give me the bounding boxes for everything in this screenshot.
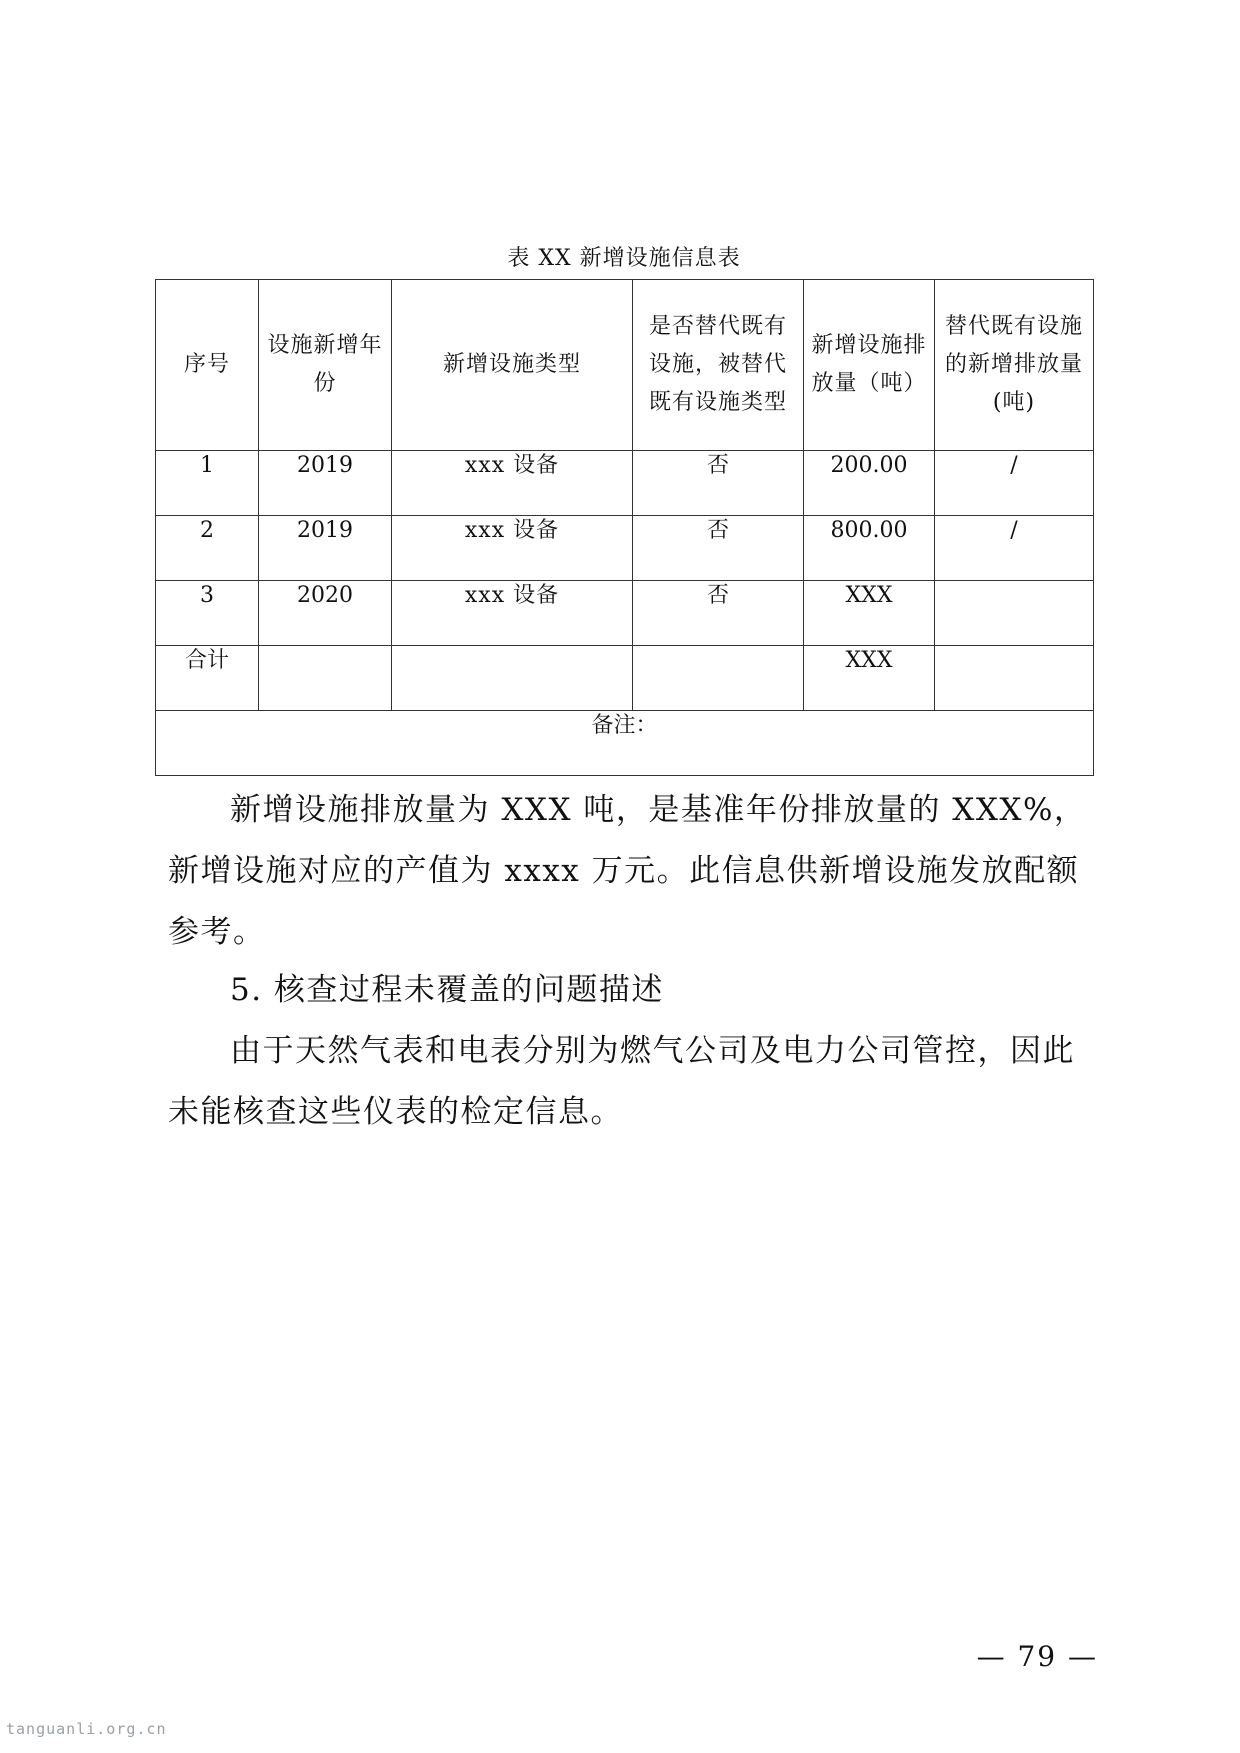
cell-total-emission: XXX <box>804 646 935 711</box>
table-note-row <box>156 711 1094 776</box>
watermark: tanguanli.org.cn <box>6 1720 167 1738</box>
table-total-row <box>156 646 1094 711</box>
cell-empty <box>633 646 804 711</box>
table-row <box>156 451 1094 516</box>
cell-type: xxx 设备 <box>392 451 633 516</box>
paragraph-uncovered-issues: 由于天然气表和电表分别为燃气公司及电力公司管控，因此未能核查这些仪表的检定信息。 <box>168 1033 1075 1130</box>
header-replace-emission: 替代既有设施的新增排放量(吨) <box>935 280 1094 451</box>
header-replace: 是否替代既有设施，被替代既有设施类型 <box>633 280 804 451</box>
table-row <box>156 516 1094 581</box>
cell-replace-emission <box>935 581 1094 646</box>
cell-year: 2020 <box>259 581 392 646</box>
cell-type: xxx 设备 <box>392 516 633 581</box>
header-index: 序号 <box>156 280 259 451</box>
cell-empty <box>392 646 633 711</box>
cell-replace: 否 <box>633 516 804 581</box>
cell-year: 2019 <box>259 516 392 581</box>
cell-total-label: 合计 <box>156 646 259 711</box>
cell-replace-emission: / <box>935 516 1094 581</box>
table-note: 备注： <box>156 711 1094 776</box>
paragraph-emission-summary: 新增设施排放量为 XXX 吨，是基准年份排放量的 XXX%，新增设施对应的产值为 xxxx 万元。此信息供新增设施发放配额参考。 <box>168 792 1087 950</box>
cell-replace: 否 <box>633 581 804 646</box>
cell-replace-emission: / <box>935 451 1094 516</box>
cell-empty <box>259 646 392 711</box>
cell-emission: XXX <box>804 581 935 646</box>
section-heading: 5. 核查过程未覆盖的问题描述 <box>230 972 664 1008</box>
facility-table <box>155 279 1094 776</box>
cell-empty <box>935 646 1094 711</box>
table-row <box>156 581 1094 646</box>
header-year: 设施新增年份 <box>259 280 392 451</box>
page-number: — 79 — <box>976 1640 1098 1673</box>
cell-replace: 否 <box>633 451 804 516</box>
cell-index: 1 <box>156 451 259 516</box>
table-header-row <box>156 280 1094 451</box>
cell-emission: 800.00 <box>804 516 935 581</box>
cell-year: 2019 <box>259 451 392 516</box>
cell-index: 2 <box>156 516 259 581</box>
header-type: 新增设施类型 <box>392 280 633 451</box>
cell-index: 3 <box>156 581 259 646</box>
table-caption: 表 XX 新增设施信息表 <box>507 246 741 271</box>
header-emission: 新增设施排放量（吨） <box>804 280 935 451</box>
cell-emission: 200.00 <box>804 451 935 516</box>
cell-type: xxx 设备 <box>392 581 633 646</box>
